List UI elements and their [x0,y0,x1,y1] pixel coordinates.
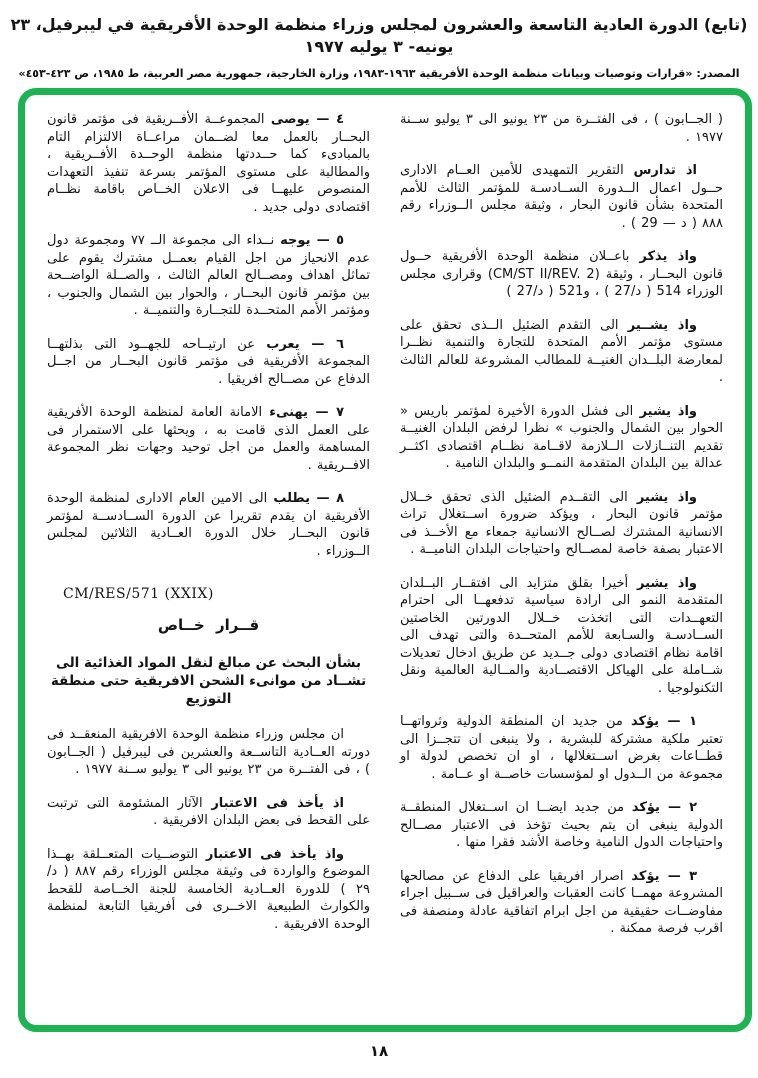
paragraph [400,317,723,387]
resolution-title: بشأن البحث عن مبالغ لنقل المواد الغذائية الى تشــاد من موانىء الشحن الافريقية حتى منطقة التوزيع [50,655,367,707]
paragraph-lead: ٤ — يوصى [270,112,344,127]
paragraph-text: الى التقــدم الضئيل الذى تحقق خــلال مؤتمر قانون البحار ، ويؤكد ضرورة اســتغلال تراث الانسانية المشترك لصــالح الانسانية جمعاء مع الأخــذ فى الاعتبار بصفة خاصة لمصــالح واحتياجات البلدان الناميــة . [400,489,723,557]
paragraph-lead: ٨ — يطلب [273,491,344,506]
paragraph-lead: ٢ — يؤكد [631,800,697,815]
paragraph-numbered-4 [47,111,370,216]
paragraph-lead: ٥ — يوجه [280,233,345,248]
page-header [0,14,758,80]
two-column-layout [25,95,745,1025]
paragraph-numbered-7 [47,404,370,474]
paragraph [400,111,723,146]
paragraph-text: الى الامين العام الادارى لمنظمة الوحدة الأفريقية ان يقدم تقريرا عن الدورة الســادســة لمؤتمر قانون البحــار خلال الدورة العــادية الثلاثين لمجلس الــوزراء . [47,491,370,559]
paragraph [400,248,723,301]
left-column [47,111,370,1015]
paragraph-numbered-2 [400,799,723,852]
paragraph-text: عن ارتيــاحه للجهــود التى بذلتهــا المجموعة الأفريقية فى مؤتمر قانون البحــار من اجــل الدفاع عن مصــالح افريقيا . [47,336,370,387]
paragraph [400,489,723,559]
paragraph-lead: واذ يشير [639,403,697,419]
paragraph-text: التوصــيات المتعــلقة بهــذا الموضوع والواردة فى وثيقة مجلس الوزراء رقم ٨٨٧ ( د/٢٩ ) للدورة العــادية الخامسة للجنة الخــاصة للقحط والكوارث الطبيعية الاخــرى فى أفريقيا التابعة لمنظمة الوحدة الافريقية . [47,846,370,932]
paragraph-text: الامانة العامة لمنظمة الوحدة الأفريقية على العمل الذى قامت به ، ويحثها على الاستمرار فى المساهمة والعمل من اجل توحيد وجهات نظر المجموعة الافــريقية . [47,405,370,473]
paragraph [400,162,723,232]
paragraph-text: باعــلان منظمة الوحدة الأفريقية حــول قانون البحــار ، وثيقة (CM/ST II/REV. 2) وقرارى مجلس الوزراء 514 ( د/27 ) ، و521 ( د/27 ) [400,249,723,299]
paragraph-lead: واذ يذكر [639,249,697,264]
paragraph-text: ان مجلس وزراء منظمة الوحدة الافريقية المنعقــد فى دورته العــادية التاســعة والعشرين فى ليبرفيل ( الجــابون ) ، فى الفتــرة من ٢٣ يونيو الى ٣ يوليو ســنة ١٩٧٧ . [47,727,370,777]
paragraph-lead: ٧ — يهنىء [269,405,344,420]
paragraph-lead: واذ يأخذ فى الاعتبار [205,846,344,862]
paragraph-text: نــداء الى مجموعة الــ ٧٧ ومجموعة دول عدم الانحياز من اجل القيام بعمــل مشترك يقوم على تماثل اهداف ومصــالح العالم الثالث ، والصــلة الواضــحة بين مؤتمر قانون البحــار ، والحوار بين الشمال والجنوب ، ومؤتمر الأمم المتحــدة للتجــارة والتنميــة . [47,233,370,318]
paragraph-lead: واذ يشير [636,489,697,505]
paragraph-text: الى فشل الدورة الأخيرة لمؤتمر باريس « الحوار بين الشمال والجنوب » نظرا لرفض البلدان الغنيــة تقديم التنــازلات الــلازمة لاقــامة نظــام اقتصادى اكثــر عدالة بين البلدان المتقدمة النمــو والبلدان النامية . [400,403,723,471]
resolution-reference: CM/RES/571 (XXIX) [63,586,214,602]
paragraph-lead: اذ يأخذ فى الاعتبار [211,795,344,811]
paragraph [400,575,723,698]
paragraph-lead: اذ تدارس [633,163,697,178]
paragraph-lead: ٣ — يؤكد [631,868,697,884]
header-title: (تابع) الدورة العادية التاسعة والعشرون لمجلس وزراء منظمة الوحدة الأفريقية في ليبرفيل، ٢٣ يونيه- ٣ يوليه ١٩٧٧ [10,15,748,57]
paragraph-lead: ١ — يؤكد [630,714,698,729]
paragraph-text: أخيرا بقلق متزايد الى افتقــار البــلدان المتقدمة النمو الى ارادة سياسية تدفعهــا الى احترام التعهــدات التى اتخذت خــلال الدورتين الخاصتين الســادسـة والسـابعة للأمم المتحــدة والتى تهدف الى اقامة نظام اقتصادى دولى جــديد عن طريق ادخال تعديلات شــاملة على الهياكل الاقتصــادية والمــالية العالمية ونقل التكنولوجيا . [400,575,723,696]
paragraph-numbered-6 [47,336,370,389]
paragraph-lead: واذ يشير [637,575,697,591]
section-heading: قــرار خــاص [157,616,260,634]
paragraph-text: المجموعــة الأفــريقية فى مؤتمر قانون البحــار بالعمل معا لضــمان مراعــاة الالتزام التام بالمبادىء كما حــددتها منظمة الوحــدة الأفــريقية ، والمطالبة على مستوى المؤتمر بسرعة تنفيذ التعهدات المنصوص عليهــا فى الاعلان الخــاص باقامة نظــام اقتصادى دولى جديد . [47,112,370,215]
document-frame [18,88,752,1032]
paragraph-text: اصرار افريقيا على الدفاع عن مصالحها المشروعة مهمــا كانت العقبات والعراقيل فى ســبيل اجراء مفاوضــات حقيقية من اجل ابرام اتفاقية عادلة ومنصفة فى اقرب فرصة ممكنة . [400,868,723,936]
paragraph-text: ( الجــابون ) ، فى الفتــرة من ٢٣ يونيو الى ٣ يوليو ســنة ١٩٧٧ . [400,112,723,145]
right-column [400,111,723,1015]
paragraph-text: من جديد ان المنطقة الدولية وثرواتهــا تعتبر ملكية مشتركة للبشرية ، ولا ينبغى ان تتجــزا الى قطــاعات بغرض اســتغلالها ، او ان تخصص لدولة او مجموعة من الــدول او لمؤسسات خاصــة او عــامة . [400,714,723,782]
paragraph-numbered-1 [400,713,723,783]
paragraph-text: الى التقدم الضئيل الــذى تحقق على مستوى مؤتمر الأمم المتحدة للتجارة والتنمية نظــرا لمعارضة البلــدان الغنيــة للمطالب المشروعة للعالم الثالث . [400,317,723,385]
paragraph [400,403,723,473]
paragraph-numbered-5 [47,232,370,320]
paragraph [47,846,370,934]
header-source: المصدر: «قرارات وتوصيات وبيانات منظمة الوحدة الأفريقية ١٩٦٣-١٩٨٣، وزارة الخارجية، جمهورية مصر العربية، ط ١٩٨٥، ص ٤٢٣-٤٥٣» [18,66,740,80]
paragraph-numbered-3 [400,868,723,938]
page-number: ١٨ [369,1042,389,1060]
paragraph [47,795,370,830]
paragraph [47,726,370,779]
paragraph-lead: ٦ — يعرب [266,336,344,352]
paragraph-lead: واذ يشــير [627,317,698,333]
paragraph-text: من جديد ايضــا ان اســتغلال المنطقــة الدولية ينبغى ان يتم بحيث تؤخذ فى الاعتبار مصــالح واحتياجات الدول النامية وخاصة الأشد فقرا منها . [400,800,723,850]
paragraph-text: التقرير التمهيدى للأمين العــام الادارى حــول اعمال الــدورة الســادسـة للمؤتمر الثالث للأمم المتحدة بشأن قانون البحار ، وثيقة مجلس الــوزراء رقم ٨٨٨ ( د — 29 ) . [400,163,723,231]
paragraph-text: الآثار المشئومة التى ترتبت على القحط فى بعض البلدان الافريقية . [47,795,370,828]
paragraph-numbered-8 [47,490,370,560]
